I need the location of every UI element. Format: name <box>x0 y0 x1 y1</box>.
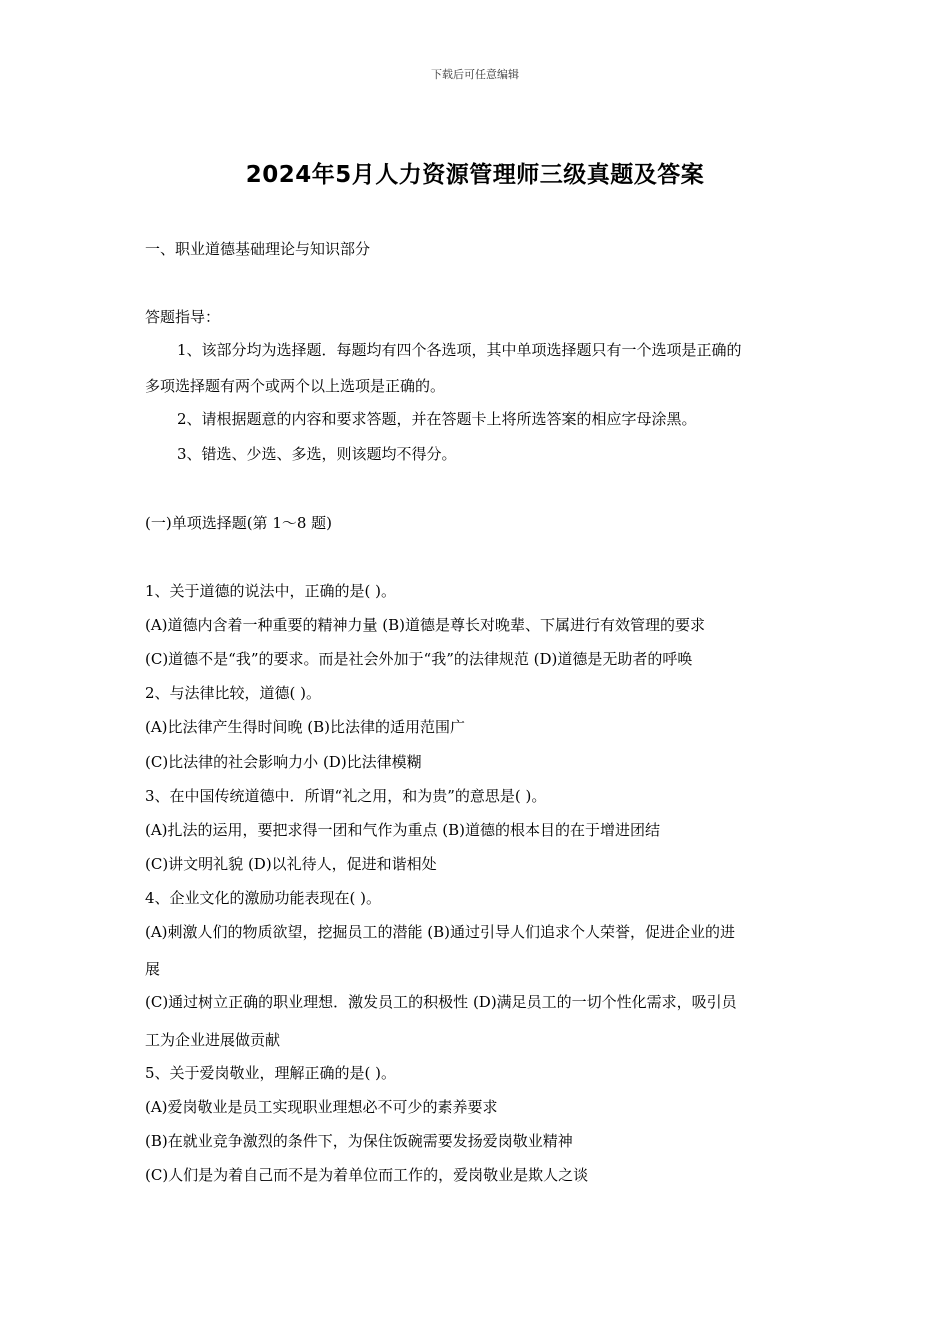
question-stem: 4、企业文化的激励功能表现在( )。 <box>145 889 382 907</box>
question-option-line: (C)人们是为着自己而不是为着单位而工作的，爱岗敬业是欺人之谈 <box>145 1166 589 1184</box>
instruction-item-1-continued: 多项选择题有两个或两个以上选项是正确的。 <box>145 377 446 395</box>
question-stem: 2、与法律比较，道德( )。 <box>145 684 322 702</box>
question-option-line: (C)道德不是“我”的要求。而是社会外加于“我”的法律规范 (D)道德是无助者的呼唤 <box>145 650 693 668</box>
question-option-line: (C)通过树立正确的职业理想．激发员工的积极性 (D)满足员工的一切个性化需求，吸引员 <box>145 993 737 1011</box>
instruction-item-1: 1、该部分均为选择题．每题均有四个各选项，其中单项选择题只有一个选项是正确的 <box>177 341 742 359</box>
question-option-line: (C)比法律的社会影响力小 (D)比法律模糊 <box>145 753 422 771</box>
question-option-line: (A)比法律产生得时间晚 (B)比法律的适用范围广 <box>145 718 466 736</box>
question-option-line: 工为企业进展做贡献 <box>145 1031 281 1049</box>
question-option-line: (A)道德内含着一种重要的精神力量 (B)道德是尊长对晚辈、下属进行有效管理的要求 <box>145 616 706 634</box>
question-option-line: 展 <box>145 960 161 978</box>
question-option-line: (A)刺激人们的物质欲望，挖掘员工的潜能 (B)通过引导人们追求个人荣誉，促进企业的进 <box>145 923 736 941</box>
question-option-line: (C)讲文明礼貌 (D)以礼待人，促进和谐相处 <box>145 855 437 873</box>
section-heading: 一、职业道德基础理论与知识部分 <box>145 240 371 258</box>
question-stem: 3、在中国传统道德中．所谓“礼之用，和为贵”的意思是( )。 <box>145 787 547 805</box>
page-header-note: 下载后可任意编辑 <box>431 68 519 81</box>
instruction-item-2: 2、请根据题意的内容和要求答题，并在答题卡上将所选答案的相应字母涂黑。 <box>177 410 697 428</box>
subsection-heading: (一)单项选择题(第 1～8 题) <box>145 514 333 532</box>
question-option-line: (A)爱岗敬业是员工实现职业理想必不可少的素养要求 <box>145 1098 498 1116</box>
question-option-line: (B)在就业竞争激烈的条件下，为保住饭碗需要发扬爱岗敬业精神 <box>145 1132 573 1150</box>
question-stem: 5、关于爱岗敬业，理解正确的是( )。 <box>145 1064 397 1082</box>
instruction-item-3: 3、错选、少选、多选，则该题均不得分。 <box>177 445 457 463</box>
question-option-line: (A)扎法的运用，要把求得一团和气作为重点 (B)道德的根本目的在于增进团结 <box>145 821 661 839</box>
document-title: 2024年5月人力资源管理师三级真题及答案 <box>245 162 705 188</box>
instructions-label: 答题指导： <box>145 308 221 326</box>
question-stem: 1、关于道德的说法中，正确的是( )。 <box>145 582 397 600</box>
